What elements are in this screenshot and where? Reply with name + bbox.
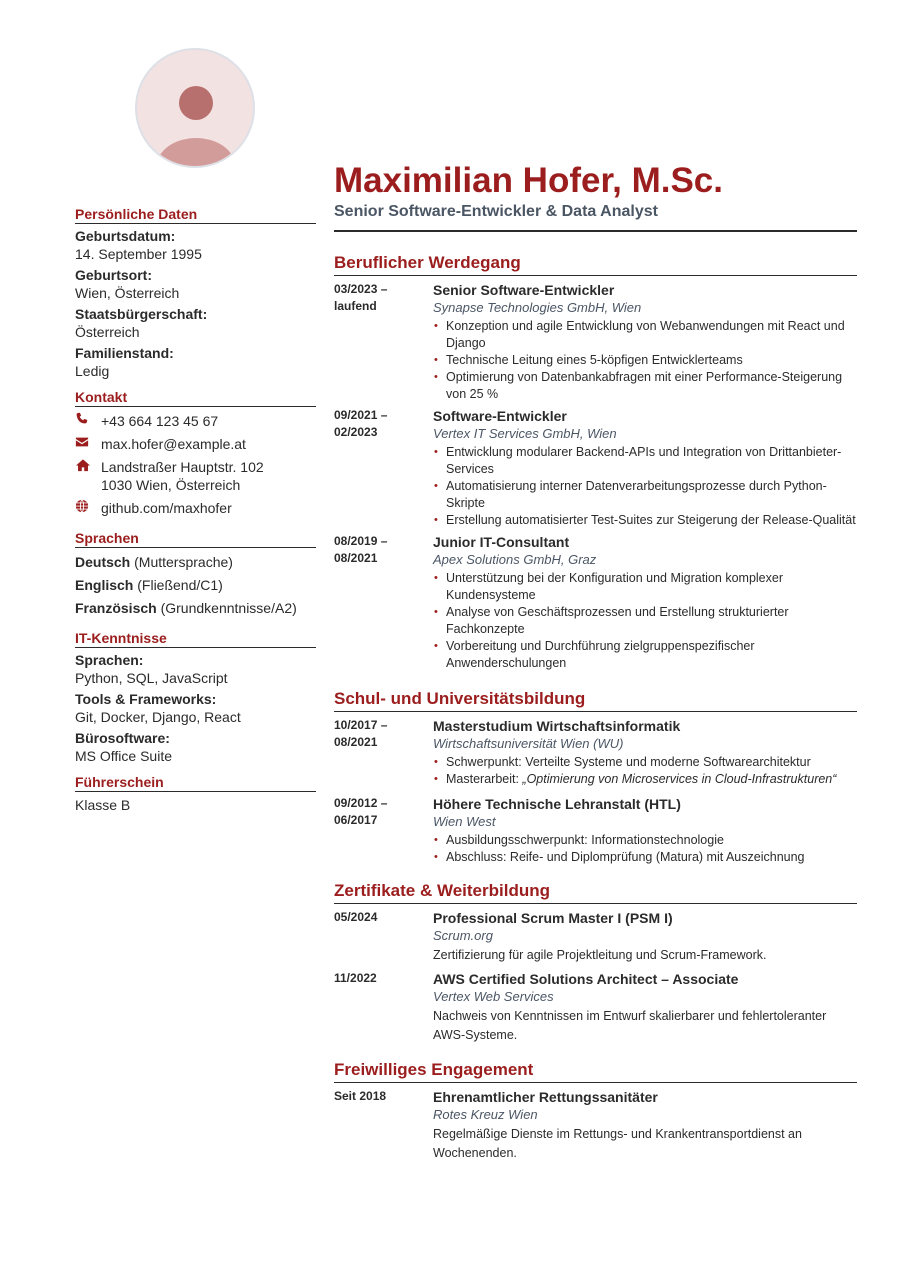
contact-web-row [75, 499, 316, 517]
globe-icon [75, 499, 101, 517]
page-title: Maximilian Hofer, M.Sc. [334, 161, 723, 200]
list-item: • Unterstützung bei der Konfiguration und Migration komplexer Kundensysteme [433, 570, 857, 604]
entry-organization: Wien West [433, 814, 496, 829]
entry-description: Nachweis von Kenntnissen im Entwurf skalierbarer und fehlertoleranter AWS-Systeme. [433, 1009, 827, 1042]
certificate-entry [334, 970, 857, 1045]
contact-address [101, 458, 264, 494]
envelope-icon [75, 435, 101, 453]
entry-bullets [433, 570, 857, 672]
birthdate-label: Geburtsdatum: [75, 228, 176, 244]
birthplace-label: Geburtsort: [75, 267, 152, 283]
career-entry [334, 281, 857, 403]
education-heading: Schul- und Universitätsbildung [334, 688, 857, 712]
list-item: • Abschluss: Reife- und Diplomprüfung (Matura) mit Auszeichnung [433, 849, 857, 866]
it-office-label: Bürosoftware: [75, 730, 170, 746]
license-heading: Führerschein [75, 774, 316, 792]
entry-title: Software-Entwickler [433, 408, 567, 424]
marital-status-label: Familienstand: [75, 345, 174, 361]
list-item: • Ausbildungsschwerpunkt: Informationstechnologie [433, 832, 857, 849]
list-item: • Vorbereitung und Durchführung zielgruppenspezifischer Anwenderschulungen [433, 638, 857, 672]
license-section [75, 774, 316, 814]
contact-phone-row [75, 412, 316, 430]
citizenship-value: Österreich [75, 324, 140, 340]
entry-bullets [433, 444, 857, 529]
it-office-value: MS Office Suite [75, 748, 173, 764]
language-item: Englisch (Fließend/C1) [75, 577, 223, 593]
it-skills-section [75, 630, 316, 765]
entry-title: Senior Software-Entwickler [433, 282, 615, 298]
certificates-section [334, 880, 857, 1045]
career-section [334, 252, 857, 672]
volunteer-heading: Freiwilliges Engagement [334, 1059, 857, 1083]
list-item: • Schwerpunkt: Verteilte Systeme und moderne Softwarearchitektur [433, 754, 857, 771]
education-entry [334, 717, 857, 788]
entry-bullets [433, 318, 857, 403]
entry-title: Junior IT-Consultant [433, 534, 570, 550]
it-skills-heading: IT-Kenntnisse [75, 630, 316, 648]
entry-organization: Wirtschaftsuniversität Wien (WU) [433, 736, 624, 751]
languages-section [75, 530, 316, 617]
thesis-title: „Optimierung von Microservices in Cloud-Infrastrukturen“ [522, 772, 837, 786]
entry-title: AWS Certified Solutions Architect – Associate [433, 971, 739, 987]
birthplace-value: Wien, Österreich [75, 285, 180, 301]
address-line-2: 1030 Wien, Österreich [101, 477, 241, 493]
entry-date: Seit 2018 [334, 1089, 387, 1103]
personal-heading: Persönliche Daten [75, 206, 316, 224]
sidebar [75, 48, 316, 817]
home-icon [75, 458, 101, 494]
it-languages-label: Sprachen: [75, 652, 144, 668]
page-subtitle: Senior Software-Entwickler & Data Analyst [334, 202, 857, 232]
phone-icon [75, 412, 101, 430]
contact-address-row [75, 458, 316, 494]
language-item: Deutsch (Muttersprache) [75, 554, 233, 570]
volunteer-section [334, 1059, 857, 1163]
entry-date: 05/2024 [334, 910, 378, 924]
entry-title: Masterstudium Wirtschaftsinformatik [433, 718, 681, 734]
entry-bullets [433, 832, 857, 866]
it-tools-value: Git, Docker, Django, React [75, 709, 241, 725]
entry-date: 09/2021 – 02/2023 [334, 408, 388, 439]
list-item: • Erstellung automatisierter Test-Suites zur Steigerung der Release-Qualität [433, 512, 857, 529]
career-heading: Beruflicher Werdegang [334, 252, 857, 276]
contact-section [75, 389, 316, 517]
contact-email-row [75, 435, 316, 453]
contact-email[interactable]: max.hofer@example.at [101, 436, 246, 452]
entry-bullets [433, 754, 857, 788]
avatar [135, 48, 255, 168]
list-item: • Automatisierung interner Datenverarbeitungsprozesse durch Python-Skripte [433, 478, 857, 512]
entry-date: 08/2019 – 08/2021 [334, 534, 388, 565]
certificates-heading: Zertifikate & Weiterbildung [334, 880, 857, 904]
certificate-entry [334, 909, 857, 965]
entry-date: 09/2012 – 06/2017 [334, 796, 388, 827]
entry-organization: Synapse Technologies GmbH, Wien [433, 300, 642, 315]
list-item: • Konzeption und agile Entwicklung von Webanwendungen mit React und Django [433, 318, 857, 352]
volunteer-entry [334, 1088, 857, 1163]
it-tools-label: Tools & Frameworks: [75, 691, 217, 707]
avatar-head-shape [179, 86, 213, 120]
languages-heading: Sprachen [75, 530, 316, 548]
marital-status-value: Ledig [75, 363, 110, 379]
contact-web[interactable]: github.com/maxhofer [101, 500, 232, 516]
entry-organization: Rotes Kreuz Wien [433, 1107, 538, 1122]
entry-description: Regelmäßige Dienste im Rettungs- und Krankentransportdienst an Wochenenden. [433, 1127, 802, 1160]
entry-title: Ehrenamtlicher Rettungssanitäter [433, 1089, 658, 1105]
list-item: • Technische Leitung eines 5-köpfigen Entwicklerteams [433, 352, 857, 369]
list-item: • Optimierung von Datenbankabfragen mit einer Performance-Steigerung von 25 % [433, 369, 857, 403]
it-languages-value: Python, SQL, JavaScript [75, 670, 228, 686]
entry-organization: Vertex IT Services GmbH, Wien [433, 426, 617, 441]
entry-date: 11/2022 [334, 971, 377, 985]
address-line-1: Landstraßer Hauptstr. 102 [101, 459, 264, 475]
entry-title: Höhere Technische Lehranstalt (HTL) [433, 796, 681, 812]
main-content [334, 160, 857, 1163]
avatar-body-shape [156, 138, 236, 168]
personal-section [75, 206, 316, 380]
language-item: Französisch (Grundkenntnisse/A2) [75, 600, 297, 616]
entry-organization: Apex Solutions GmbH, Graz [433, 552, 597, 567]
contact-phone[interactable]: +43 664 123 45 67 [101, 413, 219, 429]
entry-description: Zertifizierung für agile Projektleitung und Scrum-Framework. [433, 948, 767, 962]
contact-heading: Kontakt [75, 389, 316, 407]
entry-organization: Scrum.org [433, 928, 493, 943]
list-item: • Analyse von Geschäftsprozessen und Erstellung strukturierter Fachkonzepte [433, 604, 857, 638]
list-item: • Entwicklung modularer Backend-APIs und Integration von Drittanbieter-Services [433, 444, 857, 478]
birthdate-value: 14. September 1995 [75, 246, 202, 262]
citizenship-label: Staatsbürgerschaft: [75, 306, 208, 322]
education-section [334, 688, 857, 866]
entry-organization: Vertex Web Services [433, 989, 554, 1004]
entry-title: Professional Scrum Master I (PSM I) [433, 910, 673, 926]
career-entry [334, 407, 857, 529]
entry-date: 10/2017 – 08/2021 [334, 718, 388, 749]
career-entry [334, 533, 857, 672]
list-item: • Masterarbeit: „Optimierung von Microservices in Cloud-Infrastrukturen“ [433, 771, 857, 788]
education-entry [334, 795, 857, 866]
entry-date: 03/2023 – laufend [334, 282, 388, 313]
license-value: Klasse B [75, 797, 131, 813]
